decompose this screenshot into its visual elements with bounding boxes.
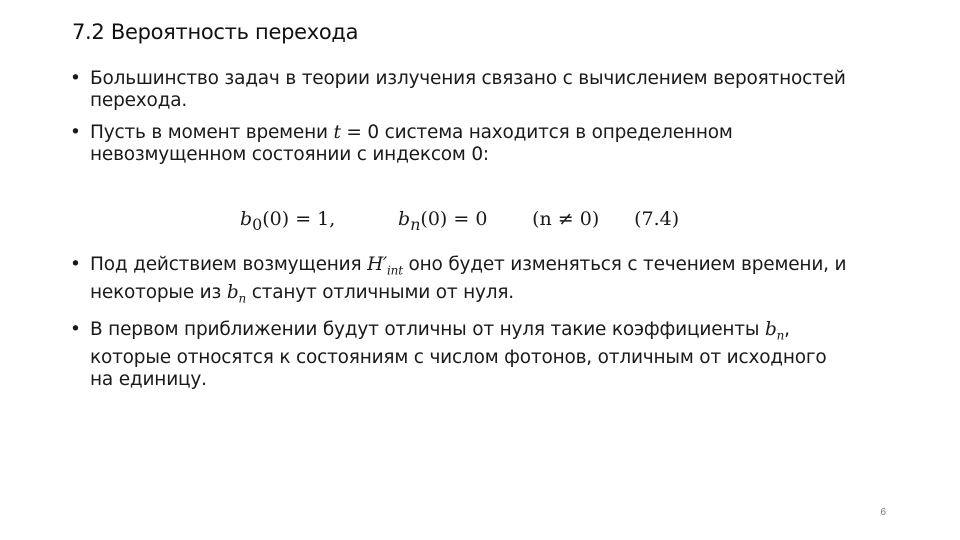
equation-7-4 [240, 208, 679, 234]
bullet-text: станут отличными от нуля. [246, 281, 514, 303]
equation-number: (7.4) [634, 208, 680, 230]
bullet-item [70, 68, 850, 112]
bullet-marker: • [70, 254, 81, 275]
bullet-item [70, 254, 850, 309]
math-h: $H'_{int}$ [367, 254, 403, 278]
bullet-text: , которые относятся к состояниям с числом фотонов, отличным от исходного на единицу. [90, 319, 827, 391]
bullet-text: оно будет изменяться с течением времени, и некоторые из [90, 254, 847, 303]
formula-bn: $b_n(0) = 0$ [398, 208, 488, 234]
bullet-text: В первом приближении будут отличны от нуля такие коэффициенты [90, 319, 765, 341]
bullet-item [70, 122, 850, 166]
math-bn: $b_n$ [764, 319, 785, 344]
slide-title: 7.2 Вероятность перехода [72, 20, 359, 44]
math-t: t [333, 122, 341, 143]
math-bn: $b_n$ [226, 281, 247, 306]
bullet-marker: • [70, 68, 81, 89]
bullet-text: Под действием возмущения [90, 254, 368, 275]
formula-b0: $b_0(0) = 1$, [240, 208, 336, 234]
bullet-text: = 0 система находится в определенном невозмущенном состоянии с индексом 0: [90, 122, 733, 165]
bullet-text: Пусть в момент времени [90, 122, 334, 143]
formula-condition: (n ≠ 0) [532, 208, 600, 230]
bullet-marker: • [70, 122, 81, 143]
bullet-item [70, 319, 850, 391]
page-number: 6 [880, 507, 886, 518]
bullet-marker: • [70, 319, 81, 341]
bullet-text: Большинство задач в теории излучения связано с вычислением вероятностей перехода. [90, 68, 846, 111]
